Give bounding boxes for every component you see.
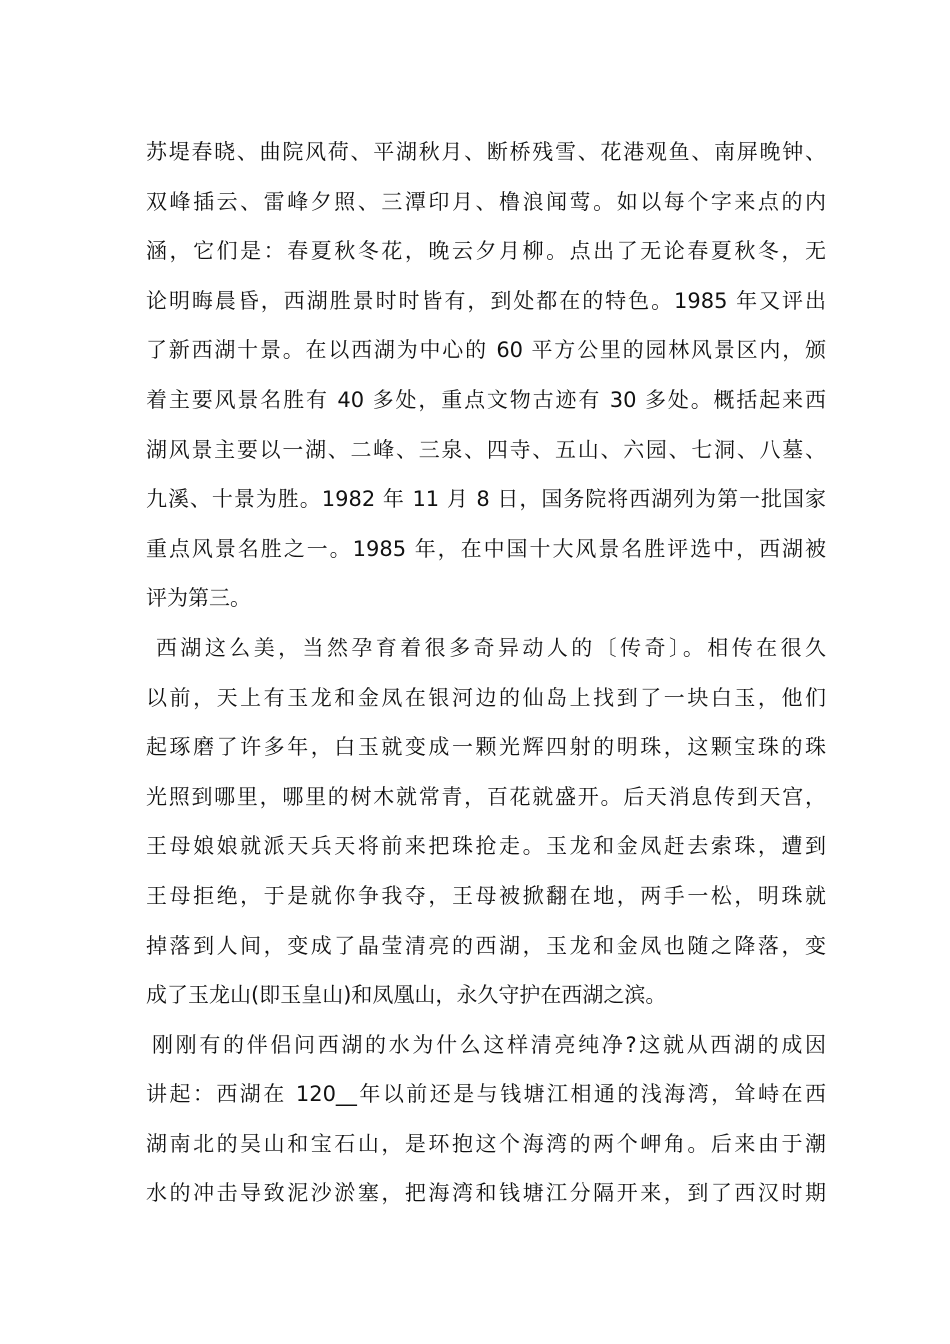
text-line: 涵，它们是：春夏秋冬花，晚云夕月柳。点出了无论春夏秋冬，无	[146, 239, 826, 264]
text-line: 水的冲击导致泥沙淤塞，把海湾和钱塘江分隔开来，到了西汉时期	[146, 1181, 826, 1206]
text-line: 湖南北的吴山和宝石山，是环抱这个海湾的两个岬角。后来由于潮	[146, 1131, 826, 1156]
text-line: 光照到哪里，哪里的树木就常青，百花就盛开。后天消息传到天宫，	[146, 784, 826, 809]
text-line: 王母拒绝，于是就你争我夺，王母被掀翻在地，两手一松，明珠就	[146, 883, 826, 908]
text-line: 着主要风景名胜有 40 多处，重点文物古迹有 30 多处。概括起来西	[146, 387, 826, 412]
text-line: 讲起：西湖在 120__年以前还是与钱塘江相通的浅海湾，耸峙在西	[146, 1082, 826, 1107]
text-line: 起琢磨了许多年，白玉就变成一颗光辉四射的明珠，这颗宝珠的珠	[146, 735, 826, 760]
text-line: 双峰插云、雷峰夕照、三潭印月、橹浪闻莺。如以每个字来点的内	[146, 189, 826, 214]
text-line: 湖风景主要以一湖、二峰、三泉、四寺、五山、六园、七洞、八墓、	[146, 437, 826, 462]
text-line: 王母娘娘就派天兵天将前来把珠抢走。玉龙和金凤赶去索珠，遭到	[146, 834, 826, 859]
text-line: 西湖这么美，当然孕育着很多奇异动人的〔传奇〕。相传在很久	[156, 635, 826, 660]
text-line: 论明晦晨昏，西湖胜景时时皆有，到处都在的特色。1985 年又评出	[146, 288, 826, 313]
text-line: 了新西湖十景。在以西湖为中心的 60 平方公里的园林风景区内，颁	[146, 338, 826, 363]
text-line: 苏堤春晓、曲院风荷、平湖秋月、断桥残雪、花港观鱼、南屏晚钟、	[146, 140, 826, 164]
text-line: 掉落到人间，变成了晶莹清亮的西湖，玉龙和金凤也随之降落，变	[146, 933, 826, 958]
text-line: 九溪、十景为胜。1982 年 11 月 8 日，国务院将西湖列为第一批国家	[146, 487, 826, 512]
text-line: 成了玉龙山(即玉皇山)和凤凰山，永久守护在西湖之滨。	[146, 983, 667, 1008]
document-body	[146, 128, 826, 1219]
text-line: 以前，天上有玉龙和金凤在银河边的仙岛上找到了一块白玉，他们	[146, 685, 826, 710]
text-line: 重点风景名胜之一。1985 年，在中国十大风景名胜评选中，西湖被	[146, 536, 826, 561]
text-line: 评为第三。	[146, 586, 251, 611]
text-line: 刚刚有的伴侣问西湖的水为什么这样清亮纯净?这就从西湖的成因	[152, 1032, 826, 1057]
